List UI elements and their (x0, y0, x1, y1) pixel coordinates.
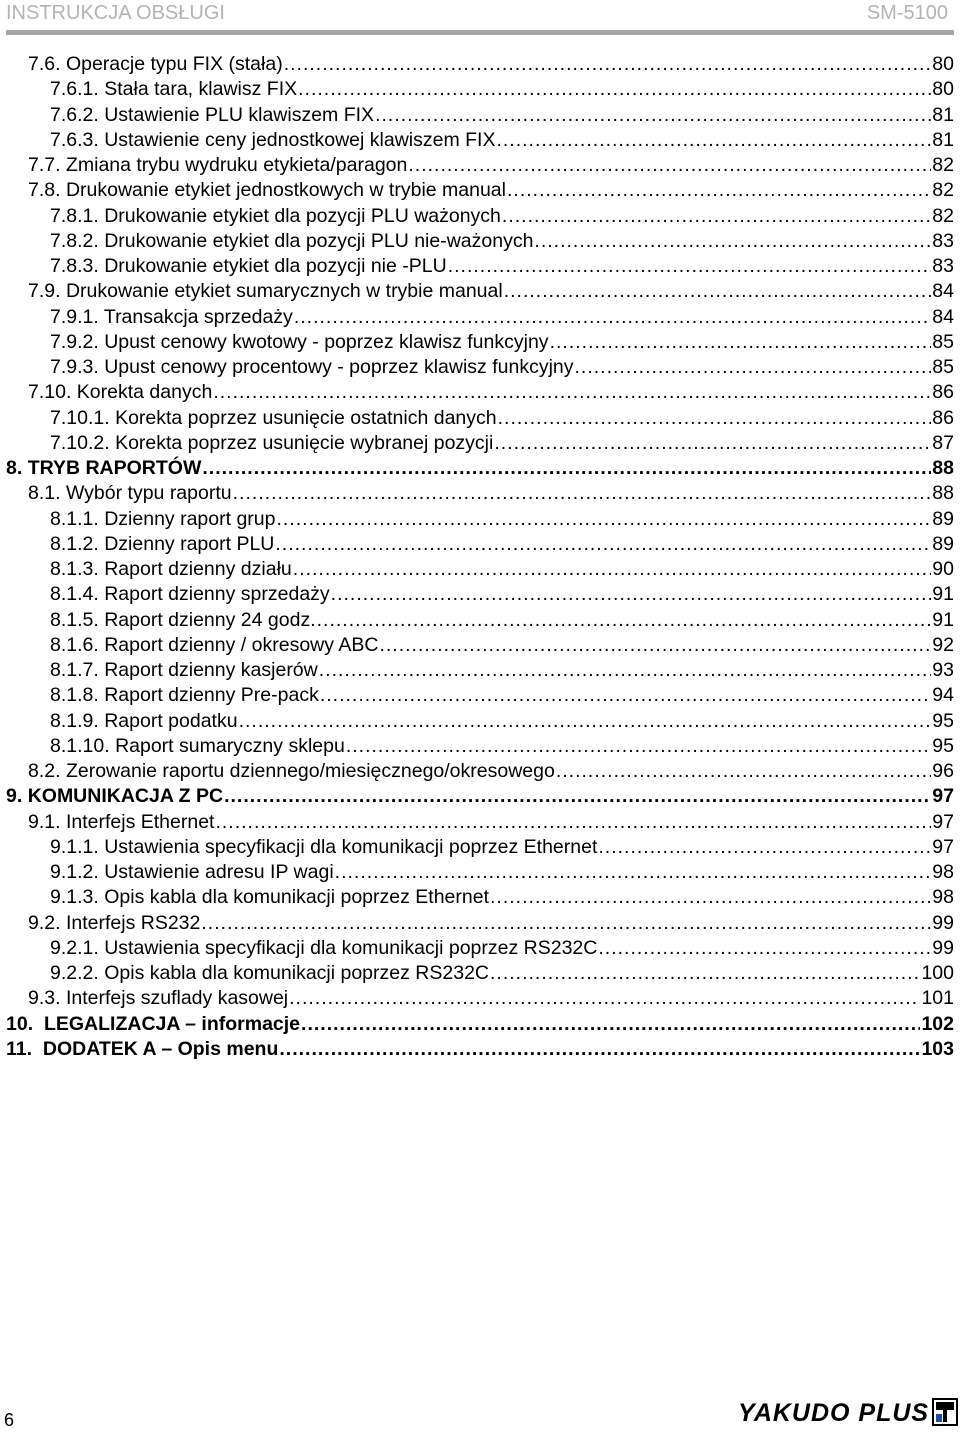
toc-entry-label: Raport podatku (104, 709, 238, 732)
toc-page-number: 84 (932, 280, 954, 303)
toc-leader-dots (498, 406, 932, 431)
toc-entry-number: 11. (6, 1037, 33, 1060)
toc-entry-number: 7.10. (28, 381, 72, 404)
toc-entry-number: 7.7. (28, 154, 61, 176)
toc-page-number: 88 (932, 482, 954, 505)
toc-entry (50, 734, 954, 759)
toc-entry (50, 961, 954, 986)
toc-entry-label: Drukowanie etykiet dla pozycji nie -PLU (104, 255, 447, 277)
toc-entry-label: Raport dzienny / okresowy ABC (104, 633, 379, 656)
toc-entry-number: 8. (6, 457, 23, 479)
toc-entry (50, 330, 954, 355)
toc-entry-title (50, 608, 316, 633)
toc-entry-label: Ustawienie PLU klawiszem FIX (104, 103, 375, 126)
toc-entry-number: 7.9.3. (50, 356, 99, 378)
toc-page-number: 85 (932, 356, 954, 378)
toc-entry-title (50, 532, 274, 557)
toc-entry-title (50, 507, 275, 532)
toc-entry-label: Zerowanie raportu dziennego/miesięcznego/okresowego (65, 760, 555, 782)
toc-leader-dots (301, 1012, 920, 1037)
toc-entry-title (28, 759, 555, 784)
toc-leader-dots (294, 305, 931, 330)
toc-page-number: 89 (932, 507, 954, 530)
toc-entry-label: Zmiana trybu wydruku etykieta/paragon (65, 154, 408, 176)
toc-entry-number: 9.1.2. (50, 861, 99, 883)
toc-entry-number: 7.9. (28, 280, 61, 303)
toc-entry-label: Wybór typu raportu (65, 482, 232, 505)
toc-leader-dots (556, 759, 931, 784)
toc-leader-dots (504, 279, 932, 304)
toc-entry-label: KOMUNIKACJA Z PC (27, 785, 224, 808)
toc-entry-number: 7.6.3. (50, 128, 99, 151)
model-name: SM-5100 (866, 2, 948, 24)
toc-leader-dots (298, 77, 931, 102)
toc-leader-dots (575, 355, 932, 380)
toc-page-number: 83 (932, 255, 954, 277)
toc-entry-title (28, 279, 503, 304)
toc-entry-number: 8.1.4. (50, 583, 99, 606)
toc-page-number: 93 (932, 659, 954, 681)
page-header (0, 0, 960, 30)
toc-entry-number: 8.1.9. (50, 709, 99, 732)
toc-page-number: 86 (932, 406, 954, 429)
toc-entry-title (50, 734, 345, 759)
toc-page-number: 100 (921, 962, 954, 984)
toc-entry-title (50, 103, 374, 128)
toc-entry-label: Raport sumaryczny sklepu (115, 734, 345, 757)
toc-leader-dots (375, 103, 931, 128)
toc-page-number: 81 (932, 103, 954, 126)
toc-entry (28, 986, 954, 1011)
toc-entry-title (50, 557, 292, 582)
toc-page-number: 103 (921, 1037, 954, 1060)
toc-entry (6, 784, 954, 809)
toc-entry (28, 52, 954, 77)
toc-entry-title (6, 784, 223, 809)
toc-page-number: 92 (932, 633, 954, 656)
toc-entry-title (28, 178, 506, 203)
toc-entry-number: 7.9.1. (50, 305, 99, 328)
toc-leader-dots (276, 507, 931, 532)
toc-entry-number: 8.1.6. (50, 633, 99, 656)
toc-page-number: 94 (932, 684, 954, 707)
toc-entry-title (50, 658, 318, 683)
toc-entry (28, 279, 954, 304)
toc-entry (28, 178, 954, 203)
toc-entry-label: Ustawienie ceny jednostkowej klawiszem FIX (104, 128, 496, 151)
toc-entry-title (50, 709, 238, 734)
toc-entry (50, 582, 954, 607)
toc-entry-number: 7.6.2. (50, 103, 99, 126)
toc-entry (6, 456, 954, 481)
toc-leader-dots (598, 936, 931, 961)
toc-page-number: 88 (932, 457, 954, 479)
manual-title: INSTRUKCJA OBSŁUGI (6, 2, 225, 24)
toc-entry-number: 8.1.7. (50, 659, 99, 681)
toc-entry-label: Raport dzienny 24 godz. (104, 608, 316, 631)
toc-entry-number: 8.1.3. (50, 558, 99, 580)
header-rule (6, 30, 954, 35)
toc-entry-number: 8.1.5. (50, 608, 99, 631)
toc-entry-title (50, 229, 533, 254)
toc-leader-dots (320, 683, 931, 708)
toc-entry-label: Interfejs szuflady kasowej (65, 987, 289, 1010)
toc-page-number: 97 (932, 835, 954, 858)
toc-leader-dots (289, 986, 920, 1011)
toc-leader-dots (202, 456, 931, 481)
toc-entry-label: Dzienny raport PLU (104, 532, 275, 555)
toc-entry-label: Interfejs RS232 (65, 911, 201, 934)
toc-page-number: 91 (932, 608, 954, 631)
toc-leader-dots (224, 784, 931, 809)
brand-logo (738, 1398, 958, 1430)
toc-entry-title (50, 330, 549, 355)
toc-entry (6, 1037, 954, 1062)
toc-entry-number: 9.2.1. (50, 936, 99, 959)
toc-leader-dots (331, 582, 932, 607)
toc-entry-label: Korekta danych (76, 381, 213, 404)
toc-page-number: 82 (932, 179, 954, 202)
toc-page-number: 98 (932, 886, 954, 909)
toc-page-number: 82 (932, 204, 954, 227)
toc-entry-title (28, 911, 200, 936)
toc-entry-title (28, 380, 212, 405)
toc-leader-dots (213, 380, 931, 405)
toc-entry-label: Raport dzienny kasjerów (104, 659, 318, 681)
toc-entry-number: 7.6. (28, 53, 61, 75)
toc-entry (50, 77, 954, 102)
toc-entry (50, 103, 954, 128)
toc-entry-label: Raport dzienny Pre-pack (104, 684, 319, 707)
brand-logo-icon (932, 1398, 958, 1426)
toc-entry (50, 936, 954, 961)
toc-entry (28, 810, 954, 835)
toc-entry (50, 128, 954, 153)
toc-entry (50, 532, 954, 557)
toc-page-number: 83 (932, 229, 954, 252)
toc-entry-title (28, 481, 232, 506)
toc-leader-dots (507, 178, 931, 203)
toc-page-number: 86 (932, 381, 954, 404)
toc-entry (50, 683, 954, 708)
toc-page-number: 96 (932, 760, 954, 782)
toc-entry-title (50, 961, 489, 986)
toc-leader-dots (239, 709, 932, 734)
toc-entry-title (50, 406, 497, 431)
toc-leader-dots (534, 229, 931, 254)
toc-entry-title (50, 885, 489, 910)
brand-logo-text: YAKUDO PLUS (738, 1399, 930, 1427)
toc-entry-label: Korekta poprzez usunięcie ostatnich danych (115, 406, 497, 429)
toc-leader-dots (408, 153, 931, 178)
toc-leader-dots (201, 911, 931, 936)
toc-page-number: 99 (932, 911, 954, 934)
toc-entry-label: Ustawienie adresu IP wagi (104, 861, 334, 883)
toc-entry-number: 8.2. (28, 760, 61, 782)
toc-entry (50, 406, 954, 431)
toc-entry-number: 7.10.2. (50, 431, 110, 454)
toc-entry (28, 380, 954, 405)
toc-entry-title (50, 431, 493, 456)
toc-entry (50, 835, 954, 860)
toc-leader-dots (279, 1037, 920, 1062)
toc-entry (50, 633, 954, 658)
toc-entry-label: Stała tara, klawisz FIX (104, 78, 298, 101)
toc-leader-dots (598, 835, 931, 860)
toc-page-number: 89 (932, 532, 954, 555)
toc-leader-dots (275, 532, 931, 557)
toc-leader-dots (233, 481, 932, 506)
toc-entry-number: 7.10.1. (50, 406, 110, 429)
toc-entry-label: Korekta poprzez usunięcie wybranej pozycji (115, 431, 494, 454)
toc-page-number: 97 (932, 810, 954, 833)
toc-entry-title (28, 52, 283, 77)
toc-entry-label: Dzienny raport grup (104, 507, 276, 530)
toc-leader-dots (490, 885, 931, 910)
toc-entry-title (28, 153, 407, 178)
toc-entry-label: Operacje typu FIX (stała) (65, 53, 283, 75)
toc-entry-label: Ustawienia specyfikacji dla komunikacji poprzez Ethernet (104, 835, 598, 858)
toc-entry-label: Ustawienia specyfikacji dla komunikacji poprzez RS232C (104, 936, 598, 959)
toc-leader-dots (284, 52, 932, 77)
toc-entry-title (6, 1012, 300, 1037)
toc-leader-dots (319, 658, 932, 683)
toc-page-number: 95 (932, 734, 954, 757)
toc-entry-number: 10. (6, 1012, 34, 1035)
toc-entry-number: 9.2.2. (50, 962, 99, 984)
toc-entry-label: Drukowanie etykiet sumarycznych w trybie manual (65, 280, 503, 303)
toc-leader-dots (496, 128, 931, 153)
toc-entry-title (50, 355, 574, 380)
toc-page-number: 87 (932, 431, 954, 454)
toc-entry-label: DODATEK A – Opis menu (42, 1037, 279, 1060)
toc-page-number: 91 (932, 583, 954, 606)
toc-entry (28, 153, 954, 178)
toc-entry-label: Upust cenowy kwotowy - poprzez klawisz funkcyjny (104, 330, 549, 353)
toc-entry (50, 860, 954, 885)
toc-entry-number: 8.1. (28, 482, 61, 505)
toc-entry-number: 8.1.2. (50, 532, 99, 555)
toc-leader-dots (335, 860, 932, 885)
toc-entry-label: LEGALIZACJA – informacje (43, 1012, 301, 1035)
toc-entry-number: 9.1. (28, 810, 61, 833)
toc-leader-dots (502, 204, 931, 229)
toc-page-number: 95 (932, 709, 954, 732)
toc-entry-label: Raport dzienny sprzedaży (104, 583, 330, 606)
toc-entry (6, 1012, 954, 1037)
toc-entry-number: 7.8.2. (50, 229, 99, 252)
toc-entry-number: 7.8.1. (50, 204, 99, 227)
toc-leader-dots (550, 330, 932, 355)
toc-page-number: 81 (932, 128, 954, 151)
toc-entry-title (50, 305, 293, 330)
toc-entry-title (28, 986, 288, 1011)
toc-leader-dots (490, 961, 920, 986)
toc-entry (50, 507, 954, 532)
toc-entry-title (50, 633, 378, 658)
toc-leader-dots (215, 810, 931, 835)
toc-entry (50, 431, 954, 456)
toc-entry-title (50, 204, 501, 229)
toc-page-number: 80 (932, 53, 954, 75)
toc-leader-dots (346, 734, 931, 759)
toc-entry-number: 7.6.1. (50, 78, 99, 101)
toc-entry-number: 8.1.1. (50, 507, 99, 530)
toc-leader-dots (317, 608, 932, 633)
page-number: 6 (4, 1410, 15, 1430)
toc-entry-label: Interfejs Ethernet (65, 810, 215, 833)
toc-entry-number: 9.1.3. (50, 886, 99, 909)
toc-entry (50, 557, 954, 582)
toc-entry-title (50, 835, 597, 860)
toc-entry-title (50, 860, 334, 885)
toc-leader-dots (494, 431, 931, 456)
toc-entry-label: Upust cenowy procentowy - poprzez klawisz funkcyjny (104, 356, 574, 378)
toc-entry-number: 7.9.2. (50, 330, 99, 353)
toc-page-number: 98 (932, 861, 954, 883)
toc-entry-title (50, 128, 495, 153)
toc-leader-dots (293, 557, 932, 582)
toc-entry-label: Drukowanie etykiet dla pozycji PLU nie-ważonych (104, 229, 534, 252)
toc-entry-number: 9.1.1. (50, 835, 99, 858)
toc-entry-title (6, 456, 201, 481)
toc-entry (50, 254, 954, 279)
toc-entry (50, 885, 954, 910)
toc-entry-title (50, 254, 447, 279)
toc-entry (28, 911, 954, 936)
toc-entry (50, 355, 954, 380)
toc-page-number: 80 (932, 78, 954, 101)
toc-leader-dots (448, 254, 932, 279)
toc-entry-number: 9.2. (28, 911, 61, 934)
toc-entry-number: 8.1.8. (50, 684, 99, 707)
toc-page-number: 102 (921, 1012, 954, 1035)
toc-page-number: 101 (921, 987, 954, 1010)
toc-entry-title (50, 936, 597, 961)
toc-entry-title (6, 1037, 278, 1062)
toc-entry-title (50, 77, 297, 102)
toc-entry-label: Drukowanie etykiet jednostkowych w trybie manual (65, 179, 506, 202)
toc-entry-title (28, 810, 214, 835)
toc-entry-number: 7.8.3. (50, 255, 99, 277)
toc-entry (50, 229, 954, 254)
toc-entry-number: 9.3. (28, 987, 61, 1010)
toc-entry (28, 759, 954, 784)
toc-entry-title (50, 582, 330, 607)
toc-leader-dots (379, 633, 931, 658)
toc-page-number: 84 (932, 305, 954, 328)
toc-entry (50, 658, 954, 683)
toc-entry-label: Opis kabla dla komunikacji poprzez Ethernet (104, 886, 490, 909)
toc-entry-label: Raport dzienny działu (104, 558, 292, 580)
toc-entry (50, 204, 954, 229)
toc-entry-number: 7.8. (28, 179, 61, 202)
toc-entry-title (50, 683, 319, 708)
toc-entry (50, 305, 954, 330)
toc-page-number: 97 (932, 785, 954, 808)
toc-page-number: 82 (932, 154, 954, 176)
toc-page-number: 90 (932, 558, 954, 580)
toc-page-number: 85 (932, 330, 954, 353)
toc-entry-label: TRYB RAPORTÓW (27, 457, 202, 479)
toc-entry-label: Opis kabla dla komunikacji poprzez RS232C (104, 962, 489, 984)
toc-entry-number: 9. (6, 785, 23, 808)
toc-entry-label: Drukowanie etykiet dla pozycji PLU ważonych (104, 204, 501, 227)
toc-entry-number: 8.1.10. (50, 734, 110, 757)
toc-entry (50, 608, 954, 633)
toc-page-number: 99 (932, 936, 954, 959)
toc-entry-label: Transakcja sprzedaży (103, 305, 293, 328)
toc-entry (28, 481, 954, 506)
toc-entry (50, 709, 954, 734)
